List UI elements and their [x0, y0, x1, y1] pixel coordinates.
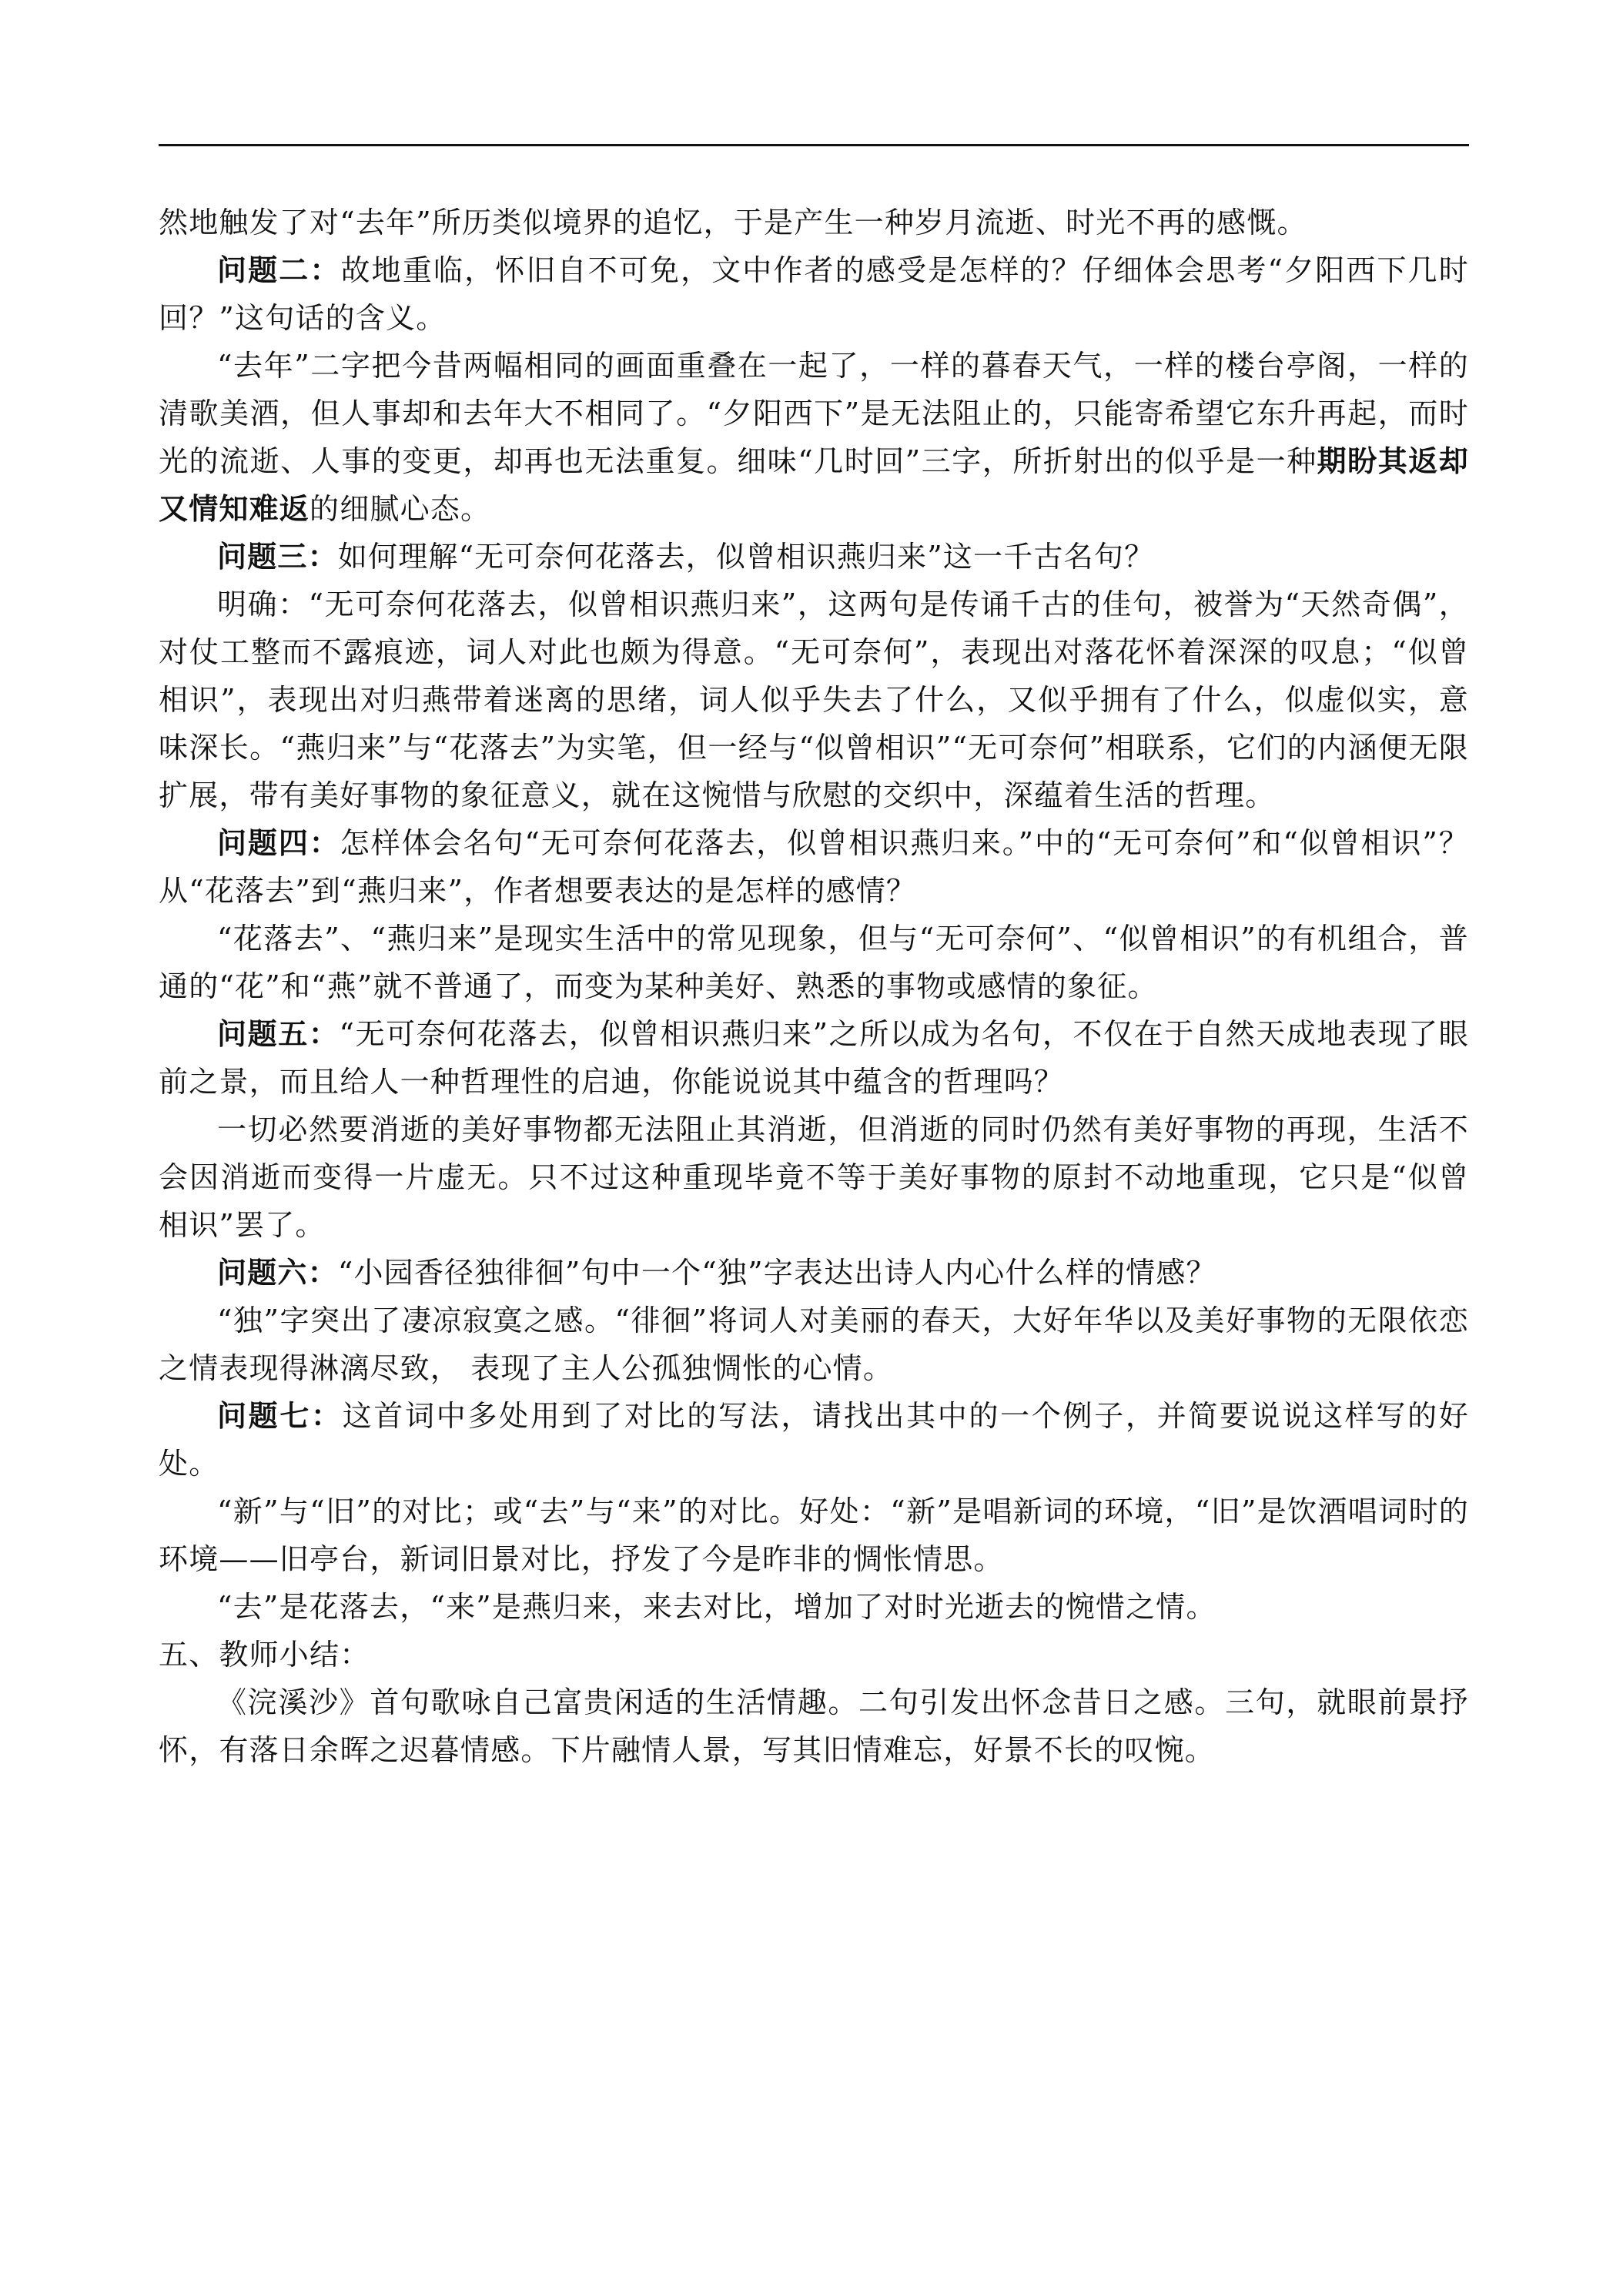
question-6	[159, 1249, 1469, 1297]
question-3-label: 问题三：	[217, 539, 338, 574]
answer-2	[159, 342, 1469, 533]
question-4-label: 问题四：	[217, 825, 340, 860]
question-2-label: 问题二：	[217, 253, 341, 287]
paragraph-continuation: 然地触发了对“去年”所历类似境界的追忆，于是产生一种岁月流逝、时光不再的感慨。	[159, 206, 1307, 239]
question-4-text: 怎样体会名句“无可奈何花落去，似曾相识燕归来。”中的“无可奈何”和“似曾相识”？从“花落去”到“燕归来”，作者想要表达的是怎样的感情？	[159, 826, 1469, 908]
section-5-text: 《浣溪沙》首句歌咏自己富贵闲适的生活情趣。二句引发出怀念昔日之感。三句，就眼前景抒怀，有落日余晖之迟暮情感。下片融情人景，写其旧情难忘，好景不长的叹惋。	[159, 1685, 1469, 1767]
answer-5: 一切必然要消逝的美好事物都无法阻止其消逝，但消逝的同时仍然有美好事物的再现，生活不会因消逝而变得一片虚无。只不过这种重现毕竟不等于美好事物的原封不动地重现，它只是“似曾相识”罢了。	[159, 1113, 1469, 1242]
answer-2-bold-phrase: 期盼其返却又情知难返	[159, 443, 1469, 526]
question-3-text: 如何理解“无可奈何花落去，似曾相识燕归来”这一千古名句？	[337, 540, 1155, 574]
question-5-label: 问题五：	[217, 1016, 340, 1051]
document-body	[159, 199, 1469, 1774]
answer-7-part-1: “新”与“旧”的对比；或“去”与“来”的对比。好处：“新”是唱新词的环境，“旧”是饮酒唱词时的环境——旧亭台，新词旧景对比，抒发了今是昨非的惆怅情思。	[159, 1494, 1469, 1576]
answer-6: “独”字突出了凄凉寂寞之感。“徘徊”将词人对美丽的春天，大好年华以及美好事物的无限依恋之情表现得淋漓尽致， 表现了主人公孤独惆怅的心情。	[159, 1304, 1469, 1385]
question-7-label: 问题七：	[217, 1398, 343, 1433]
question-5-text: “无可奈何花落去，似曾相识燕归来”之所以成为名句，不仅在于自然天成地表现了眼前之景，而且给人一种哲理性的启迪，你能说说其中蕴含的哲理吗？	[159, 1017, 1469, 1099]
question-7	[159, 1392, 1469, 1488]
question-3	[159, 533, 1469, 581]
header-rule	[159, 144, 1469, 146]
question-5	[159, 1010, 1469, 1106]
question-2	[159, 246, 1469, 342]
answer-4: “花落去”、“燕归来”是现实生活中的常见现象，但与“无可奈何”、“似曾相识”的有机组合，普通的“花”和“燕”就不普通了，而变为某种美好、熟悉的事物或感情的象征。	[159, 922, 1469, 1003]
answer-2-text-before: “去年”二字把今昔两幅相同的画面重叠在一起了，一样的暮春天气，一样的楼台亭阁，一样的清歌美酒，但人事却和去年大不相同了。“夕阳西下”是无法阻止的，只能寄希望它东升再起，而时光的流逝、人事的变更，却再也无法重复。细味“几时回”三字，所折射出的似乎是一种	[159, 349, 1469, 478]
answer-3: 明确：“无可奈何花落去，似曾相识燕归来”，这两句是传诵千古的佳句，被誉为“天然奇偶”，对仗工整而不露痕迹，词人对此也颇为得意。“无可奈何”，表现出对落花怀着深深的叹息；“似曾相识”，表现出对归燕带着迷离的思绪，词人似乎失去了什么，又似乎拥有了什么，似虚似实，意味深长。“燕归来”与“花落去”为实笔，但一经与“似曾相识”“无可奈何”相联系，它们的内涵便无限扩展，带有美好事物的象征意义，就在这惋惜与欣慰的交织中，深蕴着生活的哲理。	[159, 587, 1469, 812]
answer-2-text-after: 的细腻心态。	[310, 492, 491, 526]
question-4	[159, 819, 1469, 915]
question-7-text: 这首词中多处用到了对比的写法，请找出其中的一个例子，并简要说说这样写的好处。	[159, 1399, 1469, 1481]
question-6-text: “小园香径独徘徊”句中一个“独”字表达出诗人内心什么样的情感？	[337, 1256, 1216, 1290]
question-6-label: 问题六：	[217, 1255, 338, 1290]
answer-7-part-2: “去”是花落去，“来”是燕归来，来去对比，增加了对时光逝去的惋惜之情。	[217, 1590, 1216, 1624]
question-2-text: 故地重临，怀旧自不可免，文中作者的感受是怎样的？仔细体会思考“夕阳西下几时回？”这句话的含义。	[159, 253, 1469, 335]
section-5-title: 五、教师小结：	[159, 1638, 370, 1672]
